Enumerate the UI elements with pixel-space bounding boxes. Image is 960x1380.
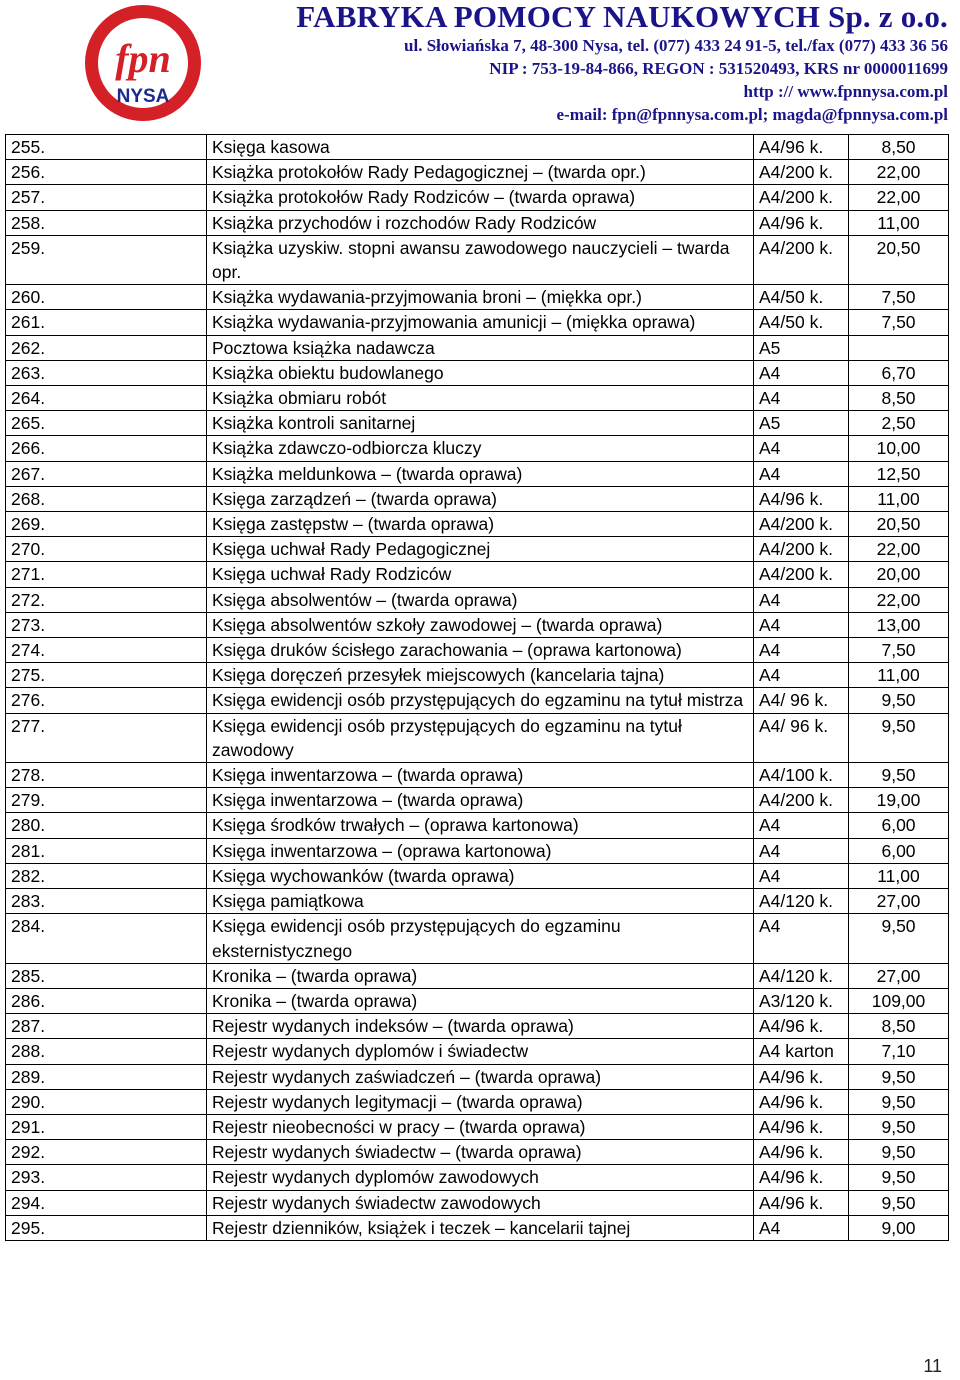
table-row	[6, 537, 949, 562]
product-name: Księga pamiątkowa	[207, 889, 754, 914]
table-row	[6, 310, 949, 335]
product-format: A4/96 k.	[754, 1014, 849, 1039]
product-price: 20,50	[849, 512, 949, 537]
row-number: 287.	[6, 1014, 207, 1039]
product-format: A4/200 k.	[754, 512, 849, 537]
table-row	[6, 889, 949, 914]
product-format: A4/100 k.	[754, 763, 849, 788]
row-number: 282.	[6, 863, 207, 888]
product-format: A4/200 k.	[754, 537, 849, 562]
table-row	[6, 461, 949, 486]
table-row	[6, 386, 949, 411]
product-name: Księga kasowa	[207, 135, 754, 160]
row-number: 259.	[6, 235, 207, 284]
table-row	[6, 486, 949, 511]
product-price: 9,50	[849, 713, 949, 762]
table-row	[6, 360, 949, 385]
company-address: ul. Słowiańska 7, 48-300 Nysa, tel. (077) 433 24 91-5, tel./fax (077) 433 36 56	[404, 36, 948, 55]
row-number: 290.	[6, 1089, 207, 1114]
table-row	[6, 914, 949, 963]
product-name: Rejestr wydanych zaświadczeń – (twarda oprawa)	[207, 1064, 754, 1089]
product-name: Księga ewidencji osób przystępujących do egzaminu eksternistycznego	[207, 914, 754, 963]
table-row	[6, 763, 949, 788]
table-row	[6, 1014, 949, 1039]
product-format: A4/200 k.	[754, 788, 849, 813]
row-number: 255.	[6, 135, 207, 160]
row-number: 257.	[6, 185, 207, 210]
product-format: A4 karton	[754, 1039, 849, 1064]
product-name: Księga inwentarzowa – (twarda oprawa)	[207, 763, 754, 788]
row-number: 260.	[6, 285, 207, 310]
table-row	[6, 988, 949, 1013]
product-price: 9,00	[849, 1215, 949, 1240]
product-format: A5	[754, 411, 849, 436]
row-number: 268.	[6, 486, 207, 511]
row-number: 270.	[6, 537, 207, 562]
product-name: Księga absolwentów – (twarda oprawa)	[207, 587, 754, 612]
table-row	[6, 1089, 949, 1114]
row-number: 256.	[6, 160, 207, 185]
product-format: A4/200 k.	[754, 235, 849, 284]
product-format: A4	[754, 612, 849, 637]
table-row	[6, 160, 949, 185]
product-name: Księga środków trwałych – (oprawa kartonowa)	[207, 813, 754, 838]
product-format: A4	[754, 587, 849, 612]
product-price: 20,50	[849, 235, 949, 284]
company-website[interactable]: http :// www.fpnnysa.com.pl	[743, 82, 948, 101]
product-format: A4	[754, 386, 849, 411]
row-number: 280.	[6, 813, 207, 838]
product-format: A4/200 k.	[754, 160, 849, 185]
product-format: A4	[754, 436, 849, 461]
product-name: Książka obiektu budowlanego	[207, 360, 754, 385]
row-number: 261.	[6, 310, 207, 335]
row-number: 264.	[6, 386, 207, 411]
row-number: 258.	[6, 210, 207, 235]
product-price: 11,00	[849, 210, 949, 235]
product-name: Książka protokołów Rady Rodziców – (twarda oprawa)	[207, 185, 754, 210]
row-number: 286.	[6, 988, 207, 1013]
product-name: Rejestr nieobecności w pracy – (twarda oprawa)	[207, 1114, 754, 1139]
letterhead	[296, 0, 948, 126]
product-price: 6,00	[849, 813, 949, 838]
product-format: A4/96 k.	[754, 1114, 849, 1139]
product-price: 109,00	[849, 988, 949, 1013]
product-format: A4	[754, 461, 849, 486]
product-name: Książka wydawania-przyjmowania broni – (miękka opr.)	[207, 285, 754, 310]
row-number: 281.	[6, 838, 207, 863]
product-name: Księga uchwał Rady Pedagogicznej	[207, 537, 754, 562]
product-name: Książka protokołów Rady Pedagogicznej – (twarda opr.)	[207, 160, 754, 185]
row-number: 294.	[6, 1190, 207, 1215]
row-number: 269.	[6, 512, 207, 537]
row-number: 292.	[6, 1140, 207, 1165]
product-price: 8,50	[849, 135, 949, 160]
product-price: 22,00	[849, 185, 949, 210]
product-format: A4/96 k.	[754, 1140, 849, 1165]
product-name: Książka przychodów i rozchodów Rady Rodziców	[207, 210, 754, 235]
product-name: Rejestr wydanych świadectw zawodowych	[207, 1190, 754, 1215]
product-name: Rejestr wydanych dyplomów zawodowych	[207, 1165, 754, 1190]
product-format: A4/ 96 k.	[754, 713, 849, 762]
table-row	[6, 1114, 949, 1139]
product-format: A4/96 k.	[754, 135, 849, 160]
product-price: 6,00	[849, 838, 949, 863]
table-row	[6, 863, 949, 888]
product-price: 11,00	[849, 486, 949, 511]
row-number: 275.	[6, 663, 207, 688]
product-format: A4/96 k.	[754, 1190, 849, 1215]
product-price: 27,00	[849, 963, 949, 988]
product-format: A4/96 k.	[754, 1165, 849, 1190]
product-name: Rejestr wydanych dyplomów i świadectw	[207, 1039, 754, 1064]
table-row	[6, 285, 949, 310]
table-row	[6, 562, 949, 587]
product-format: A4/200 k.	[754, 185, 849, 210]
product-format: A3/120 k.	[754, 988, 849, 1013]
table-row	[6, 1064, 949, 1089]
product-format: A4	[754, 813, 849, 838]
product-name: Książka zdawczo-odbiorcza kluczy	[207, 436, 754, 461]
product-price: 11,00	[849, 863, 949, 888]
product-price: 22,00	[849, 160, 949, 185]
table-row	[6, 1165, 949, 1190]
row-number: 277.	[6, 713, 207, 762]
table-row	[6, 235, 949, 284]
table-row	[6, 713, 949, 762]
product-price: 9,50	[849, 1089, 949, 1114]
row-number: 289.	[6, 1064, 207, 1089]
product-price: 7,50	[849, 310, 949, 335]
row-number: 288.	[6, 1039, 207, 1064]
product-price: 20,00	[849, 562, 949, 587]
company-logo	[82, 2, 204, 124]
product-name: Książka obmiaru robót	[207, 386, 754, 411]
product-name: Księga ewidencji osób przystępujących do egzaminu na tytuł zawodowy	[207, 713, 754, 762]
product-price: 13,00	[849, 612, 949, 637]
product-price: 9,50	[849, 1114, 949, 1139]
table-row	[6, 638, 949, 663]
row-number: 276.	[6, 688, 207, 713]
product-name: Księga druków ścisłego zarachowania – (oprawa kartonowa)	[207, 638, 754, 663]
product-format: A4/96 k.	[754, 486, 849, 511]
company-name: FABRYKA POMOCY NAUKOWYCH Sp. z o.o.	[296, 0, 948, 34]
product-price: 2,50	[849, 411, 949, 436]
product-format: A4/96 k.	[754, 1089, 849, 1114]
product-price	[849, 335, 949, 360]
row-number: 263.	[6, 360, 207, 385]
product-name: Książka uzyskiw. stopni awansu zawodowego nauczycieli – twarda opr.	[207, 235, 754, 284]
product-format: A4/96 k.	[754, 210, 849, 235]
product-name: Księga doręczeń przesyłek miejscowych (kancelaria tajna)	[207, 663, 754, 688]
product-price: 9,50	[849, 688, 949, 713]
row-number: 293.	[6, 1165, 207, 1190]
table-row	[6, 185, 949, 210]
product-price: 9,50	[849, 1140, 949, 1165]
product-name: Księga uchwał Rady Rodziców	[207, 562, 754, 587]
product-price: 7,50	[849, 285, 949, 310]
row-number: 267.	[6, 461, 207, 486]
table-row	[6, 411, 949, 436]
page-number: 11	[923, 1356, 942, 1376]
product-name: Rejestr wydanych świadectw – (twarda oprawa)	[207, 1140, 754, 1165]
table-row	[6, 788, 949, 813]
product-price: 22,00	[849, 587, 949, 612]
product-name: Księga ewidencji osób przystępujących do egzaminu na tytuł mistrza	[207, 688, 754, 713]
row-number: 262.	[6, 335, 207, 360]
product-price: 6,70	[849, 360, 949, 385]
row-number: 279.	[6, 788, 207, 813]
table-row	[6, 1190, 949, 1215]
product-format: A4	[754, 914, 849, 963]
company-ids: NIP : 753-19-84-866, REGON : 531520493, KRS nr 0000011699	[489, 59, 948, 78]
table-row	[6, 813, 949, 838]
product-format: A4/50 k.	[754, 310, 849, 335]
product-price: 12,50	[849, 461, 949, 486]
row-number: 283.	[6, 889, 207, 914]
row-number: 278.	[6, 763, 207, 788]
product-format: A4	[754, 1215, 849, 1240]
product-format: A4	[754, 638, 849, 663]
product-format: A4	[754, 838, 849, 863]
product-name: Rejestr wydanych indeksów – (twarda oprawa)	[207, 1014, 754, 1039]
product-format: A4/120 k.	[754, 889, 849, 914]
table-row	[6, 512, 949, 537]
product-name: Księga wychowanków (twarda oprawa)	[207, 863, 754, 888]
product-name: Rejestr dzienników, książek i teczek – kancelarii tajnej	[207, 1215, 754, 1240]
product-format: A4/96 k.	[754, 1064, 849, 1089]
product-price: 10,00	[849, 436, 949, 461]
product-price: 8,50	[849, 1014, 949, 1039]
row-number: 291.	[6, 1114, 207, 1139]
product-price: 22,00	[849, 537, 949, 562]
row-number: 284.	[6, 914, 207, 963]
product-price: 19,00	[849, 788, 949, 813]
row-number: 272.	[6, 587, 207, 612]
product-format: A4/ 96 k.	[754, 688, 849, 713]
row-number: 295.	[6, 1215, 207, 1240]
row-number: 273.	[6, 612, 207, 637]
logo-text: fpn	[115, 36, 171, 81]
product-format: A4/50 k.	[754, 285, 849, 310]
product-name: Kronika – (twarda oprawa)	[207, 988, 754, 1013]
product-name: Książka wydawania-przyjmowania amunicji – (miękka oprawa)	[207, 310, 754, 335]
product-format: A4	[754, 663, 849, 688]
product-name: Książka meldunkowa – (twarda oprawa)	[207, 461, 754, 486]
product-name: Księga inwentarzowa – (oprawa kartonowa)	[207, 838, 754, 863]
product-price: 9,50	[849, 914, 949, 963]
product-price: 7,50	[849, 638, 949, 663]
product-name: Księga inwentarzowa – (twarda oprawa)	[207, 788, 754, 813]
table-row	[6, 210, 949, 235]
row-number: 271.	[6, 562, 207, 587]
logo-city: NYSA	[116, 86, 170, 107]
table-row	[6, 963, 949, 988]
product-price: 9,50	[849, 1064, 949, 1089]
table-row	[6, 135, 949, 160]
row-number: 274.	[6, 638, 207, 663]
table-row	[6, 612, 949, 637]
product-format: A4	[754, 360, 849, 385]
table-row	[6, 1039, 949, 1064]
product-name: Księga zarządzeń – (twarda oprawa)	[207, 486, 754, 511]
product-name: Księga zastępstw – (twarda oprawa)	[207, 512, 754, 537]
product-name: Pocztowa książka nadawcza	[207, 335, 754, 360]
table-row	[6, 436, 949, 461]
product-price: 9,50	[849, 1165, 949, 1190]
product-format: A5	[754, 335, 849, 360]
table-row	[6, 587, 949, 612]
product-format: A4/120 k.	[754, 963, 849, 988]
product-price: 9,50	[849, 1190, 949, 1215]
product-name: Książka kontroli sanitarnej	[207, 411, 754, 436]
price-table	[5, 134, 949, 1241]
product-price: 7,10	[849, 1039, 949, 1064]
row-number: 285.	[6, 963, 207, 988]
table-row	[6, 1140, 949, 1165]
table-row	[6, 838, 949, 863]
product-format: A4/200 k.	[754, 562, 849, 587]
product-name: Rejestr wydanych legitymacji – (twarda oprawa)	[207, 1089, 754, 1114]
product-name: Kronika – (twarda oprawa)	[207, 963, 754, 988]
product-price: 9,50	[849, 763, 949, 788]
row-number: 265.	[6, 411, 207, 436]
product-price: 11,00	[849, 663, 949, 688]
table-row	[6, 335, 949, 360]
company-email[interactable]: e-mail: fpn@fpnnysa.com.pl; magda@fpnnysa.com.pl	[556, 105, 948, 124]
product-format: A4	[754, 863, 849, 888]
table-row	[6, 1215, 949, 1240]
row-number: 266.	[6, 436, 207, 461]
product-name: Księga absolwentów szkoły zawodowej – (twarda oprawa)	[207, 612, 754, 637]
product-price: 27,00	[849, 889, 949, 914]
product-price: 8,50	[849, 386, 949, 411]
table-row	[6, 688, 949, 713]
table-row	[6, 663, 949, 688]
